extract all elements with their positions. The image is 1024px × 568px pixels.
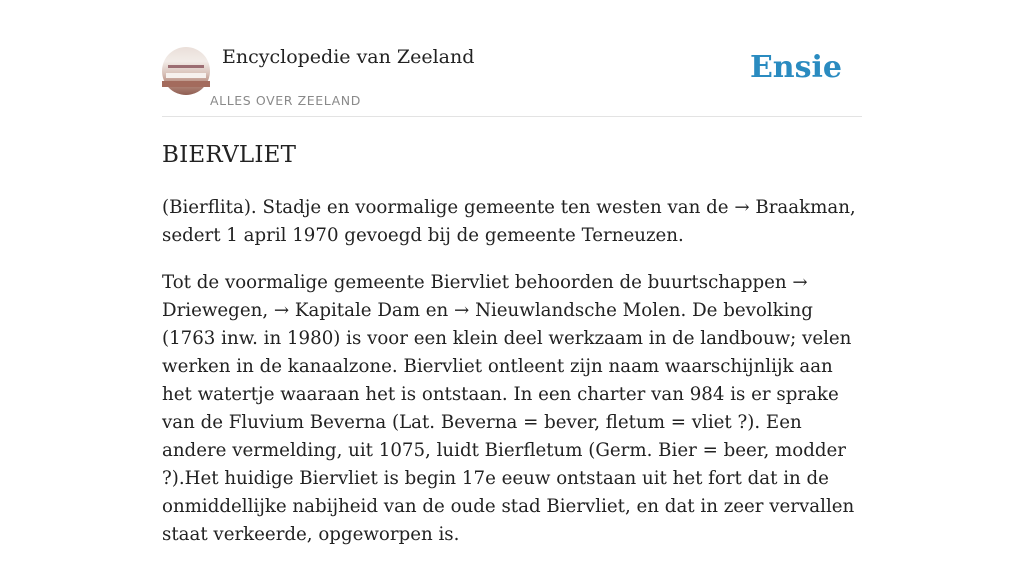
entry-paragraph: [162, 269, 864, 549]
ensie-logo[interactable]: Ensie: [749, 50, 842, 85]
paragraph-text: (Bierflita). Stadje en voormalige gemeente ten westen van de: [162, 197, 735, 218]
xref-link-braakman[interactable]: → Braakman: [734, 197, 850, 218]
xref-link-nieuwlandsche-molen[interactable]: → Nieuwlandsche Molen: [454, 300, 681, 321]
avatar-image-detail: [166, 73, 206, 78]
xref-link-kapitale-dam[interactable]: → Kapitale Dam: [273, 300, 420, 321]
paragraph-text: , sedert 1 april 1970 gevoegd bij de gemeente Terneuzen.: [162, 197, 856, 246]
avatar-image-detail: [168, 65, 204, 68]
site-title-link[interactable]: Encyclopedie van Zeeland: [222, 46, 475, 68]
paragraph-text: en: [420, 300, 455, 321]
site-header: [162, 0, 862, 117]
paragraph-text: Tot de voormalige gemeente Biervliet behoorden de buurtschappen: [162, 272, 793, 293]
avatar-image-detail: [162, 81, 210, 87]
site-avatar[interactable]: [162, 47, 210, 95]
entry-paragraph: [162, 194, 864, 250]
paragraph-text: ,: [262, 300, 274, 321]
entry-content: [162, 140, 864, 568]
xref-link-driewegen[interactable]: → Driewegen: [162, 272, 808, 321]
site-tagline: ALLES OVER ZEELAND: [210, 93, 361, 108]
entry-title: BIERVLIET: [162, 142, 297, 168]
paragraph-text: . De bevolking (1763 inw. in 1980) is voor een klein deel werkzaam in de landbouw; velen werken in de kanaalzone. Biervliet ontleent zijn naam waarschijnlijk aan het watertje waaraan het is ontstaan. In een charter van 984 is er sprake van de Fluvium Beverna (Lat. Beverna = bever, fletum = vliet ?). Een andere vermelding, uit 1075, luidt Bierfletum (Germ. Bier = beer, modder ?).Het huidige Biervliet is begin 17e eeuw ontstaan uit het fort dat in de onmiddellijke nabijheid van de oude stad Biervliet, en dat in zeer vervallen staat verkeerde, opgeworpen is.: [162, 300, 855, 545]
